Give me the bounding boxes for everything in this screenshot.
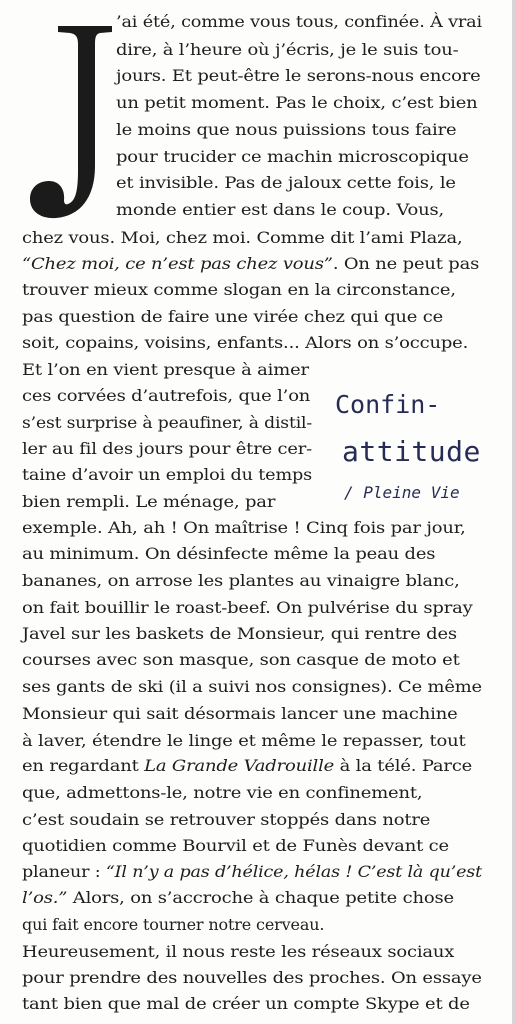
article-line: ces corvées d’autrefois, que l’on bbox=[22, 386, 311, 405]
article-line: chez vous. Moi, chez moi. Comme dit l’ami Plaza, bbox=[22, 228, 463, 247]
article-line: taine d’avoir un emploi du temps bbox=[22, 465, 313, 484]
article-line: et invisible. Pas de jaloux cette fois, le bbox=[116, 173, 456, 192]
article-line: Et l’on en vient presque à aimer bbox=[22, 360, 309, 379]
article-line: tant bien que mal de créer un compte Skype et de bbox=[22, 994, 470, 1013]
article-line: en regardant La Grande Vadrouille à la télé. Parce bbox=[22, 756, 473, 775]
handwritten-annotation-source: / Pleine Vie bbox=[344, 483, 460, 502]
article-line: bananes, on arrose les plantes au vinaigre blanc, bbox=[22, 571, 460, 590]
article-line: “Chez moi, ce n’est pas chez vous”. On ne peut pas bbox=[22, 254, 480, 273]
article-line: monde entier est dans le coup. Vous, bbox=[116, 200, 445, 219]
handwritten-annotation-line-1: Confin- bbox=[335, 390, 441, 419]
article-line: jours. Et peut-être le serons-nous encore bbox=[116, 66, 481, 85]
article-line: l’os.” Alors, on s’accroche à chaque petite chose bbox=[22, 888, 454, 907]
article-line: courses avec son masque, son casque de moto et bbox=[22, 650, 460, 669]
article-line: Monsieur qui sait désormais lancer une machine bbox=[22, 704, 458, 723]
article-line: trouver mieux comme slogan en la circonstance, bbox=[22, 280, 456, 299]
italic-quote: l’os.” bbox=[22, 888, 68, 907]
dropcap-j-glyph bbox=[30, 26, 112, 218]
article-line: qui fait encore tourner notre cerveau. bbox=[22, 915, 325, 934]
article-line: pour prendre des nouvelles des proches. On essaye bbox=[22, 968, 482, 987]
italic-quote: “Il n’y a pas d’hélice, hélas ! C’est là qu’est bbox=[105, 862, 482, 881]
article-line: que, admettons-le, notre vie en confinement, bbox=[22, 783, 423, 802]
article-line: ler au fil des jours pour être cer- bbox=[22, 439, 313, 458]
article-line: un petit moment. Pas le choix, c’est bien bbox=[116, 93, 478, 112]
article-line: exemple. Ah, ah ! On maîtrise ! Cinq fois par jour, bbox=[22, 518, 466, 537]
article-line: soit, copains, voisins, enfants... Alors on s’occupe. bbox=[22, 333, 469, 352]
article-line: planeur : “Il n’y a pas d’hélice, hélas ! C’est là qu’est bbox=[22, 862, 482, 881]
article-line: s’est surprise à peaufiner, à distil- bbox=[22, 413, 313, 432]
article-line: on fait bouillir le roast-beef. On pulvérise du spray bbox=[22, 598, 473, 617]
article-line: ses gants de ski (il a suivi nos consignes). Ce même bbox=[22, 677, 482, 696]
handwritten-annotation-line-2: attitude bbox=[342, 435, 481, 468]
italic-quote: “Chez moi, ce n’est pas chez vous” bbox=[22, 254, 333, 273]
article-line: au minimum. On désinfecte même la peau des bbox=[22, 544, 436, 563]
article-line: à laver, étendre le linge et même le repasser, tout bbox=[22, 731, 466, 750]
article-line: ’ai été, comme vous tous, confinée. À vrai bbox=[116, 12, 483, 31]
article-line: pas question de faire une virée chez qui que ce bbox=[22, 307, 444, 326]
article-line: le moins que nous puissions tous faire bbox=[116, 120, 457, 139]
article-line: dire, à l’heure où j’écris, je le suis tou- bbox=[116, 40, 459, 59]
italic-quote: La Grande Vadrouille bbox=[144, 756, 335, 775]
article-line: Javel sur les baskets de Monsieur, qui rentre des bbox=[22, 624, 457, 643]
article-line: quotidien comme Bourvil et de Funès devant ce bbox=[22, 836, 449, 855]
article-line: pour trucider ce machin microscopique bbox=[116, 147, 469, 166]
article-line: Heureusement, il nous reste les réseaux sociaux bbox=[22, 942, 455, 961]
dropcap-letter bbox=[22, 20, 114, 220]
article-line: bien rempli. Le ménage, par bbox=[22, 492, 276, 511]
article-line: c’est soudain se retrouver stoppés dans notre bbox=[22, 810, 431, 829]
